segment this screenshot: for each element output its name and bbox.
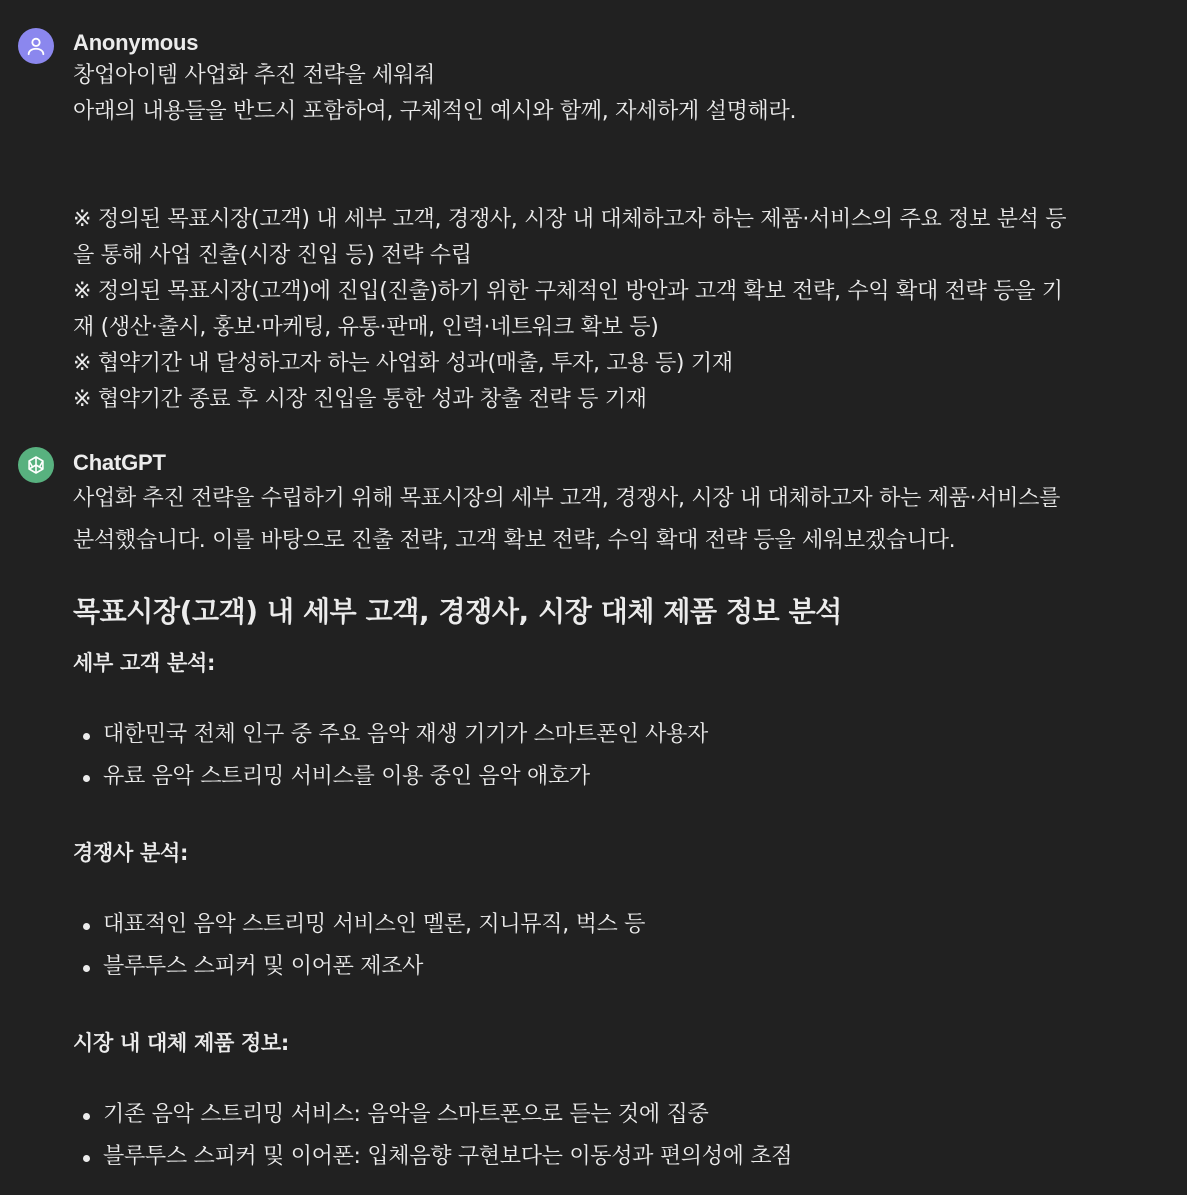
user-message (18, 26, 1178, 426)
user-requirement-line: ※ 협약기간 종료 후 시장 진입을 통한 성과 창출 전략 등 기재 (73, 387, 647, 412)
list-item (73, 714, 1173, 756)
subsection-heading: 경쟁사 분석: (73, 841, 189, 865)
bullet-dot (83, 775, 90, 782)
bullet-dot (83, 1155, 90, 1162)
bullet-dot (83, 1113, 90, 1120)
assistant-intro-line: 분석했습니다. 이를 바탕으로 진출 전략, 고객 확보 전략, 수익 확대 전략 등을 세워보겠습니다. (73, 528, 956, 553)
user-requirement-line: 재 (생산·출시, 홍보·마케팅, 유통·판매, 인력·네트워크 확보 등) (73, 315, 659, 340)
list-item (73, 1094, 1173, 1136)
bullet-dot (83, 965, 90, 972)
bullet-dot (83, 923, 90, 930)
assistant-author-name: ChatGPT (73, 450, 166, 475)
user-line: 아래의 내용들을 반드시 포함하여, 구체적인 예시와 함께, 자세하게 설명해라. (73, 99, 797, 124)
assistant-message-body (73, 478, 1173, 1178)
user-line: 창업아이템 사업화 추진 전략을 세워줘 (73, 63, 436, 88)
list-item-text: 유료 음악 스트리밍 서비스를 이용 중인 음악 애호가 (103, 764, 590, 789)
user-icon (25, 35, 47, 57)
bullet-list (73, 904, 1173, 988)
bullet-list (73, 1094, 1173, 1178)
user-requirement-line: 을 통해 사업 진출(시장 진입 등) 전략 수립 (73, 243, 472, 268)
list-item (73, 904, 1173, 946)
assistant-message (18, 446, 1178, 1186)
list-item (73, 946, 1173, 988)
assistant-intro-line: 사업화 추진 전략을 수립하기 위해 목표시장의 세부 고객, 경쟁사, 시장 내 대체하고자 하는 제품·서비스를 (73, 486, 1061, 511)
openai-logo-icon (24, 453, 48, 477)
bullet-dot (83, 733, 90, 740)
assistant-avatar (18, 447, 54, 483)
list-item-text: 기존 음악 스트리밍 서비스: 음악을 스마트폰으로 듣는 것에 집중 (103, 1102, 709, 1127)
subsection-heading: 세부 고객 분석: (73, 651, 216, 675)
user-requirement-line: ※ 협약기간 내 달성하고자 하는 사업화 성과(매출, 투자, 고용 등) 기재 (73, 351, 733, 376)
list-item-text: 블루투스 스피커 및 이어폰 제조사 (103, 954, 424, 979)
section-heading: 목표시장(고객) 내 세부 고객, 경쟁사, 시장 대체 제품 정보 분석 (73, 595, 842, 628)
user-requirement-line: ※ 정의된 목표시장(고객) 내 세부 고객, 경쟁사, 시장 내 대체하고자 하는 제품·서비스의 주요 정보 분석 등 (73, 207, 1067, 232)
user-author-name: Anonymous (73, 30, 199, 55)
list-item (73, 1136, 1173, 1178)
bullet-list (73, 714, 1173, 798)
list-item-text: 대표적인 음악 스트리밍 서비스인 멜론, 지니뮤직, 벅스 등 (103, 912, 646, 937)
list-item-text: 블루투스 스피커 및 이어폰: 입체음향 구현보다는 이동성과 편의성에 초점 (103, 1144, 793, 1169)
list-item-text: 대한민국 전체 인구 중 주요 음악 재생 기기가 스마트폰인 사용자 (103, 722, 708, 747)
user-requirement-line: ※ 정의된 목표시장(고객)에 진입(진출)하기 위한 구체적인 방안과 고객 확보 전략, 수익 확대 전략 등을 기 (73, 279, 1063, 304)
subsection-heading: 시장 내 대체 제품 정보: (73, 1031, 290, 1055)
list-item (73, 756, 1173, 798)
assistant-intro (73, 478, 1173, 562)
user-avatar (18, 28, 54, 64)
user-message-body (73, 58, 1173, 418)
